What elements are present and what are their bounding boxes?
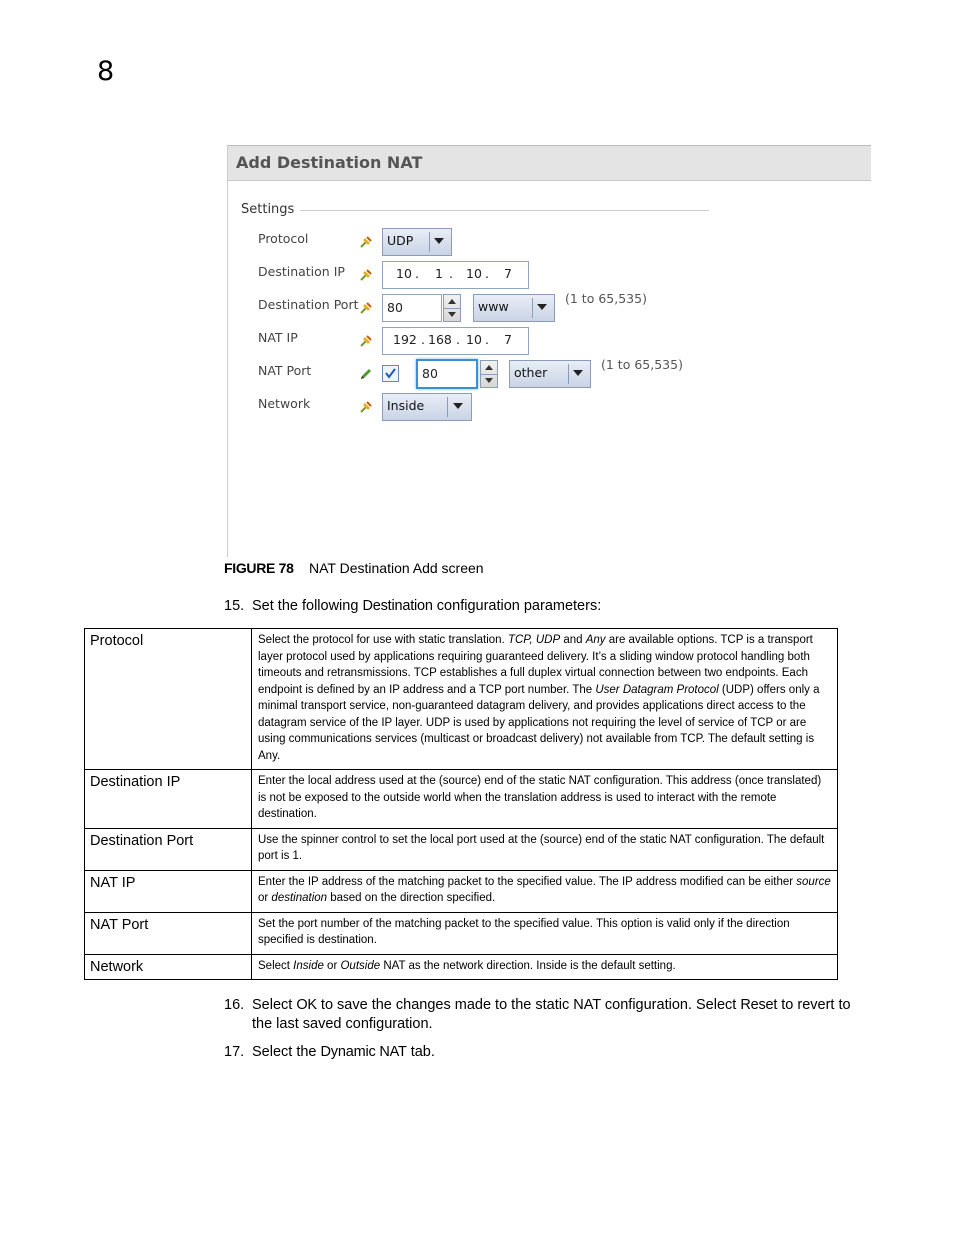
nat-ip-label: NAT IP bbox=[258, 330, 298, 345]
chevron-down-icon bbox=[537, 304, 547, 310]
ip-octet: 10 bbox=[396, 266, 412, 281]
chevron-up-icon[interactable] bbox=[448, 299, 456, 304]
parameter-description: Enter the IP address of the matching packet to the specified value. The IP address modified can be either source or destination based on the direction specified. bbox=[252, 870, 838, 912]
step-keyword: Dynamic NAT bbox=[320, 1044, 407, 1060]
nat-port-service-value: other bbox=[514, 365, 548, 380]
step-number: 17. bbox=[224, 1044, 245, 1060]
protocol-value: UDP bbox=[387, 233, 414, 248]
ip-octet: 10 bbox=[466, 266, 482, 281]
dropdown-separator bbox=[429, 232, 430, 252]
step-text-part: to save the changes made to the static NAT configuration. Select bbox=[316, 997, 741, 1013]
settings-divider bbox=[300, 210, 709, 211]
ip-octet: 1 bbox=[435, 266, 443, 281]
parameter-description: Select the protocol for use with static translation. TCP, UDP and Any are available options. TCP is a transport layer protocol used by applications requiring guaranteed delivery. It’s a sliding window protocol handling both timeouts and retransmissions. TCP establishes a full duplex virtual connection between two endpoints. Each endpoint is defined by an IP address and a TCP port number. The User Datagram Protocol (UDP) offers only a minimal transport service, non-guaranteed datagram delivery, and provides applications direct access to the datagram service of the IP layer. UDP is used by applications not requiring the level of service of TCP or are using communications services (multicast or broadcast delivery) not available from TCP. The default setting is Any. bbox=[252, 629, 838, 770]
settings-section-label: Settings bbox=[241, 202, 295, 217]
step-15 bbox=[224, 597, 864, 617]
chevron-down-icon[interactable] bbox=[448, 312, 456, 317]
network-dropdown[interactable] bbox=[382, 393, 472, 421]
network-value: Inside bbox=[387, 398, 425, 413]
dropdown-separator bbox=[447, 397, 448, 417]
destination-port-range-hint: (1 to 65,535) bbox=[565, 291, 647, 306]
protocol-dropdown[interactable] bbox=[382, 228, 452, 256]
chevron-down-icon[interactable] bbox=[485, 378, 493, 383]
nat-port-value: 80 bbox=[422, 366, 438, 381]
stepper-divider bbox=[444, 308, 460, 309]
ip-dot: . bbox=[449, 266, 453, 281]
table-row bbox=[85, 770, 838, 829]
override-pin-icon[interactable] bbox=[359, 334, 373, 348]
parameter-description: Select Inside or Outside NAT as the network direction. Inside is the default setting. bbox=[252, 954, 838, 980]
parameter-name: Destination Port bbox=[85, 828, 252, 870]
network-label: Network bbox=[258, 396, 311, 411]
step-text bbox=[252, 1043, 435, 1062]
override-pin-icon[interactable] bbox=[359, 301, 373, 315]
step-text-part: the last saved configuration. bbox=[252, 1016, 433, 1032]
override-pin-icon[interactable] bbox=[359, 268, 373, 282]
step-text-part: to revert to bbox=[777, 997, 851, 1013]
destination-port-value: 80 bbox=[387, 300, 403, 315]
figure-caption bbox=[224, 560, 484, 576]
figure-number: FIGURE 78 bbox=[224, 560, 294, 576]
nat-port-stepper[interactable] bbox=[480, 360, 498, 388]
destination-port-spinner[interactable] bbox=[382, 294, 442, 322]
add-destination-nat-screenshot bbox=[227, 145, 871, 557]
protocol-label: Protocol bbox=[258, 231, 309, 246]
parameter-description: Use the spinner control to set the local port used at the (source) end of the static NAT configuration. The default port is 1. bbox=[252, 828, 838, 870]
parameter-description: Enter the local address used at the (source) end of the static NAT configuration. This address (once translated) is not be exposed to the outside world when the translation address is used to interact with the remote destination. bbox=[252, 770, 838, 829]
parameter-name: NAT Port bbox=[85, 912, 252, 954]
ip-dot: . bbox=[485, 266, 489, 281]
parameter-name: Protocol bbox=[85, 629, 252, 770]
chevron-up-icon[interactable] bbox=[485, 365, 493, 370]
table-row bbox=[85, 954, 838, 980]
stepper-divider bbox=[481, 374, 497, 375]
chevron-down-icon bbox=[573, 370, 583, 376]
nat-port-checkbox[interactable] bbox=[382, 365, 399, 382]
nat-port-range-hint: (1 to 65,535) bbox=[601, 357, 683, 372]
figure-caption-text: NAT Destination Add screen bbox=[309, 560, 484, 576]
checkmark-icon bbox=[383, 366, 398, 381]
override-pin-icon[interactable] bbox=[359, 400, 373, 414]
ip-octet: 7 bbox=[504, 266, 512, 281]
parameter-description: Set the port number of the matching packet to the specified value. This option is valid only if the direction specified is destination. bbox=[252, 912, 838, 954]
ip-dot: . bbox=[415, 266, 419, 281]
ip-octet: 192 bbox=[393, 332, 417, 347]
nat-port-service-dropdown[interactable] bbox=[509, 360, 591, 388]
nat-port-label: NAT Port bbox=[258, 363, 312, 378]
destination-ip-input[interactable] bbox=[382, 261, 529, 289]
ip-dot: . bbox=[485, 332, 489, 347]
chevron-down-icon bbox=[453, 403, 463, 409]
chevron-down-icon bbox=[434, 238, 444, 244]
override-pin-icon[interactable] bbox=[359, 235, 373, 249]
step-text-part: tab. bbox=[406, 1044, 435, 1060]
dialog-title: Add Destination NAT bbox=[236, 153, 423, 172]
destination-port-stepper[interactable] bbox=[443, 294, 461, 322]
step-text-part: Select the bbox=[252, 1044, 321, 1060]
dialog-header bbox=[228, 145, 871, 181]
pencil-icon[interactable] bbox=[359, 367, 373, 381]
step-text bbox=[252, 597, 601, 616]
chapter-number: 8 bbox=[97, 56, 115, 87]
table-row bbox=[85, 828, 838, 870]
table-row bbox=[85, 870, 838, 912]
nat-port-spinner[interactable] bbox=[416, 359, 478, 389]
parameter-name: Destination IP bbox=[85, 770, 252, 829]
step-keyword: OK bbox=[296, 997, 317, 1013]
table-body bbox=[85, 629, 838, 980]
dropdown-separator bbox=[532, 298, 533, 318]
ip-octet: 168 bbox=[428, 332, 452, 347]
ip-dot: . bbox=[421, 332, 425, 347]
parameter-name: Network bbox=[85, 954, 252, 980]
ip-dot: . bbox=[456, 332, 460, 347]
step-keyword: Reset bbox=[740, 997, 778, 1013]
dropdown-separator bbox=[568, 364, 569, 384]
step-16 bbox=[224, 996, 874, 1036]
parameter-name: NAT IP bbox=[85, 870, 252, 912]
destination-port-service-value: www bbox=[478, 299, 509, 314]
destination-port-label: Destination Port bbox=[258, 297, 359, 312]
step-number: 15. bbox=[224, 598, 245, 614]
nat-ip-input[interactable] bbox=[382, 327, 529, 355]
step-number: 16. bbox=[224, 997, 245, 1013]
destination-port-service-dropdown[interactable] bbox=[473, 294, 555, 322]
table-row bbox=[85, 912, 838, 954]
ip-octet: 10 bbox=[466, 332, 482, 347]
destination-ip-label: Destination IP bbox=[258, 264, 345, 279]
table-row bbox=[85, 629, 838, 770]
ip-octet: 7 bbox=[504, 332, 512, 347]
step-text bbox=[252, 996, 872, 1034]
step-text-part: Select bbox=[252, 997, 297, 1013]
step-keyword: Destination bbox=[362, 598, 433, 614]
step-17 bbox=[224, 1043, 864, 1063]
destination-parameters-table bbox=[84, 628, 838, 980]
step-text-part: Set the following bbox=[252, 598, 363, 614]
step-text-part: configuration parameters: bbox=[432, 598, 602, 614]
